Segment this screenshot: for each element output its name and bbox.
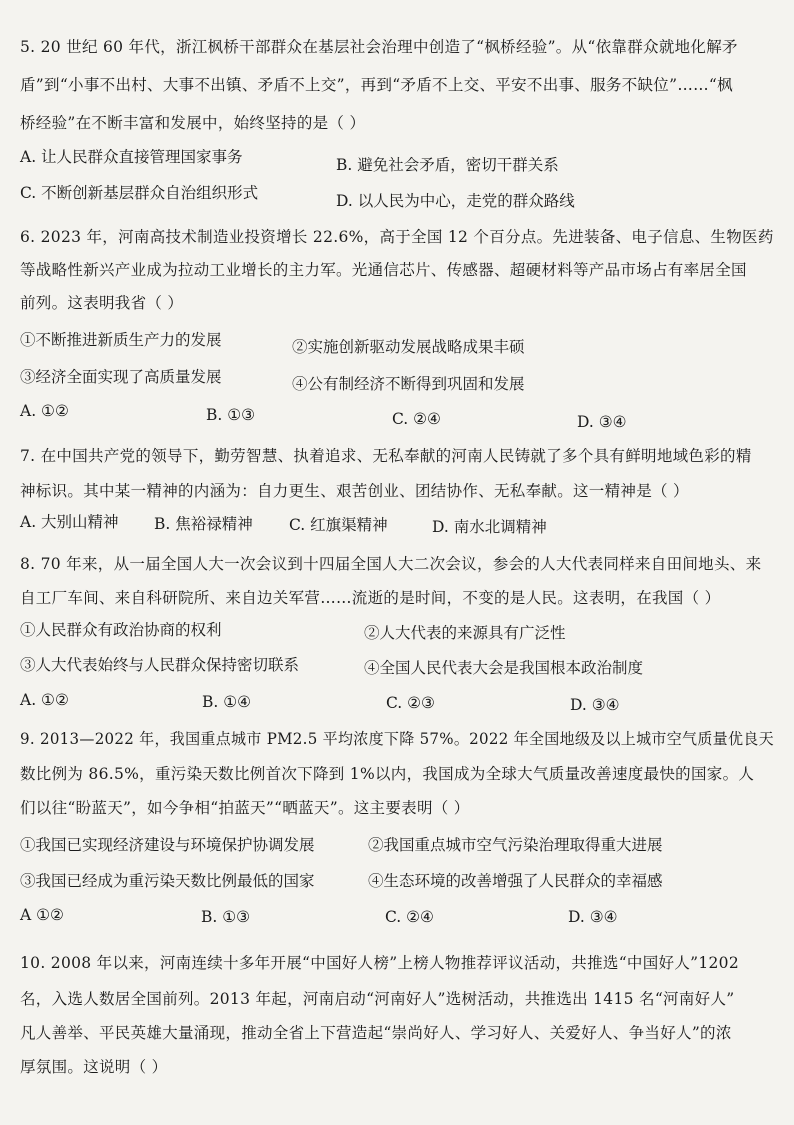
q9-statement-3: ③我国已经成为重污染天数比例最低的国家: [20, 872, 315, 890]
q9-statement-2: ②我国重点城市空气污染治理取得重大进展: [368, 836, 663, 854]
q9-stem-line-1: 9. 2013—2022 年，我国重点城市 PM2.5 平均浓度下降 57%。2022 年全国地级及以上城市空气质量优良天: [20, 730, 774, 748]
q9-stem-line-2: 数比例为 86.5%，重污染天数比例首次下降到 1%以内，我国成为全球大气质量改善速度最快的国家。人: [20, 765, 755, 783]
q6-statement-2: ②实施创新驱动发展战略成果丰硕: [292, 338, 525, 356]
q8-statement-1: ①人民群众有政治协商的权利: [20, 621, 222, 639]
q10-stem-line-1: 10. 2008 年以来，河南连续十多年开展“中国好人榜”上榜人物推荐评议活动，共推选“中国好人”1202: [20, 954, 739, 972]
q6-option-c: C. ②④: [392, 410, 441, 428]
q5-stem-line-1: 5. 20 世纪 60 年代，浙江枫桥干部群众在基层社会治理中创造了“枫桥经验”。从“依靠群众就地化解矛: [20, 38, 738, 56]
q8-option-d: D. ③④: [570, 696, 620, 714]
q6-option-a: A. ①②: [20, 402, 69, 420]
q8-statement-2: ②人大代表的来源具有广泛性: [364, 624, 566, 642]
q9-option-c: C. ②④: [385, 908, 434, 926]
q5-option-b: B. 避免社会矛盾，密切干群关系: [336, 156, 559, 174]
q7-stem-line-1: 7. 在中国共产党的领导下，勤劳智慧、执着追求、无私奉献的河南人民铸就了多个具有鲜明地域色彩的精: [20, 447, 752, 465]
q5-option-a: A. 让人民群众直接管理国家事务: [20, 148, 243, 166]
q9-stem-line-3: 们以往“盼蓝天”，如今争相“拍蓝天”“晒蓝天”。这主要表明（ ）: [20, 799, 470, 817]
q5-option-d: D. 以人民为中心，走党的群众路线: [336, 192, 575, 210]
q8-option-b: B. ①④: [202, 693, 252, 711]
q7-option-c: C. 红旗渠精神: [289, 516, 388, 534]
q8-statement-4: ④全国人民代表大会是我国根本政治制度: [364, 659, 644, 677]
q5-option-c: C. 不断创新基层群众自治组织形式: [20, 184, 259, 202]
q9-option-d: D. ③④: [568, 908, 618, 926]
q9-statement-1: ①我国已实现经济建设与环境保护协调发展: [20, 836, 315, 854]
q6-statement-3: ③经济全面实现了高质量发展: [20, 368, 222, 386]
q7-option-a: A. 大别山精神: [20, 513, 119, 531]
q6-option-b: B. ①③: [206, 406, 256, 424]
q6-stem-line-3: 前列。这表明我省（ ）: [20, 294, 184, 312]
q8-statement-3: ③人大代表始终与人民群众保持密切联系: [20, 656, 300, 674]
q8-option-a: A. ①②: [20, 691, 69, 709]
q7-option-b: B. 焦裕禄精神: [154, 515, 253, 533]
q10-stem-line-4: 厚氛围。这说明（ ）: [20, 1058, 168, 1076]
q10-stem-line-3: 凡人善举、平民英雄大量涌现，推动全省上下营造起“崇尚好人、学习好人、关爱好人、争当好人”的浓: [20, 1024, 732, 1042]
q5-stem-line-3: 桥经验”在不断丰富和发展中，始终坚持的是（ ）: [20, 114, 366, 132]
q6-option-d: D. ③④: [577, 413, 627, 431]
q8-stem-line-1: 8. 70 年来，从一届全国人大一次会议到十四届全国人大二次会议，参会的人大代表同样来自田间地头、来: [20, 555, 762, 573]
q5-stem-line-2: 盾”到“小事不出村、大事不出镇、矛盾不上交”，再到“矛盾不上交、平安不出事、服务不缺位”……“枫: [20, 76, 733, 94]
q9-statement-4: ④生态环境的改善增强了人民群众的幸福感: [368, 872, 663, 890]
q6-stem-line-1: 6. 2023 年，河南高技术制造业投资增长 22.6%，高于全国 12 个百分点。先进装备、电子信息、生物医药: [20, 228, 774, 246]
q7-stem-line-2: 神标识。其中某一精神的内涵为：自力更生、艰苦创业、团结协作、无私奉献。这一精神是（ ）: [20, 482, 689, 500]
q9-option-a: A ①②: [20, 906, 64, 924]
q6-statement-1: ①不断推进新质生产力的发展: [20, 331, 222, 349]
q10-stem-line-2: 名，入选人数居全国前列。2013 年起，河南启动“河南好人”选树活动，共推选出 1415 名“河南好人”: [20, 990, 735, 1008]
q8-stem-line-2: 自工厂车间、来自科研院所、来自边关军营……流逝的是时间，不变的是人民。这表明，在我国（ ）: [20, 589, 721, 607]
q6-statement-4: ④公有制经济不断得到巩固和发展: [292, 375, 525, 393]
q9-option-b: B. ①③: [201, 908, 251, 926]
q7-option-d: D. 南水北调精神: [432, 518, 547, 536]
q8-option-c: C. ②③: [386, 694, 435, 712]
q6-stem-line-2: 等战略性新兴产业成为拉动工业增长的主力军。光通信芯片、传感器、超硬材料等产品市场占有率居全国: [20, 261, 747, 279]
